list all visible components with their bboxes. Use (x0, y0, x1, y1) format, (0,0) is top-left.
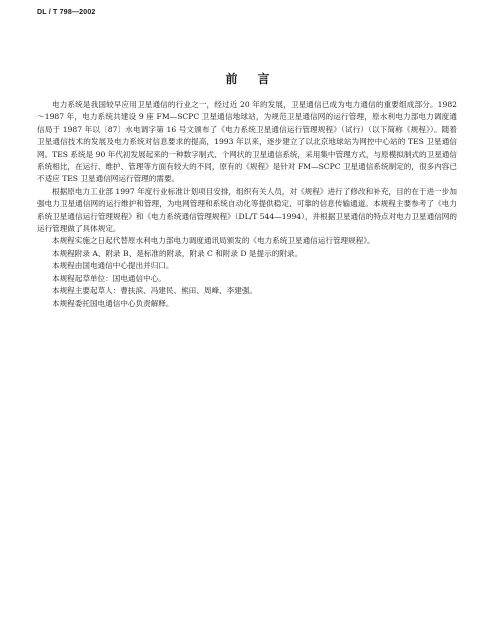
foreword-body (37, 99, 457, 310)
paragraph-drafting-unit: 本规程起草单位：国电通信中心。 (52, 273, 166, 283)
paragraph-revision: 根据原电力工业部 1997 年度行业标准计划项目安排，组织有关人员，对《规程》进行了修改和补充，目的在于进一步加强电力卫星通信网的运行维护和管理，为电网管理和系统自动化等提供稳定、可靠的信息传输通道。本规程主要参考了《电力系统卫星通信运行管理规程》和《电力系统通信管理规程》（DL/T 544—1994），并根据卫星通信的特点对电力卫星通信网的运行管理做了具体规定。 (37, 186, 457, 234)
paragraph-appendix: 本规程附录 A、附录 B、是标准的附录，附录 C 和附录 D 是提示的附录。 (52, 248, 303, 258)
paragraph-drafters: 本规程主要起草人：曹扶滨、冯建民、熊田、周峰、李建强。 (52, 286, 258, 296)
paragraph-supersede: 本规程实施之日起代替原水利电力部电力调度通讯局颁发的《电力系统卫星通信运行管理规程》。 (52, 236, 375, 246)
paragraph-interpretation: 本规程委托国电通信中心负责解释。 (52, 298, 174, 308)
paragraph-proposer: 本规程由国电通信中心提出并归口。 (52, 261, 174, 271)
page-title: 前言 (225, 72, 290, 86)
document-code: DL / T 798—2002 (37, 9, 96, 16)
paragraph-history: 电力系统是我国较早应用卫星通信的行业之一，经过近 20 年的发展，卫星通信已成为电力通信的重要组成部分。1982～1987 年，电力系统共建设 9 座 FM—SCPC 卫星通信地球站，为规范卫星通信网的运行管理，原水利电力部电力调度通信局于 1987 年以〔87〕水电调字第 16 号文颁布了《电力系统卫星通信运行管理规程》（试行）（以下简称《规程》）。随着卫星通信技术的发展及电力系统对信息要求的提高，1993 年以来，逐步建立了以北京地球站为网控中心站的 TES 卫星通信网。TES 系统是 90 年代初发展起来的一种数字制式、个网状的卫星通信系统，采用集中管理方式，与原模拟制式的卫星通信系统相比，在运行、维护、管理等方面有较大的不同，原有的《规程》是针对 FM—SCPC 卫星通信系统制定的，很多内容已不适应 TES 卫星通信网运行管理的需要。 (37, 100, 457, 184)
